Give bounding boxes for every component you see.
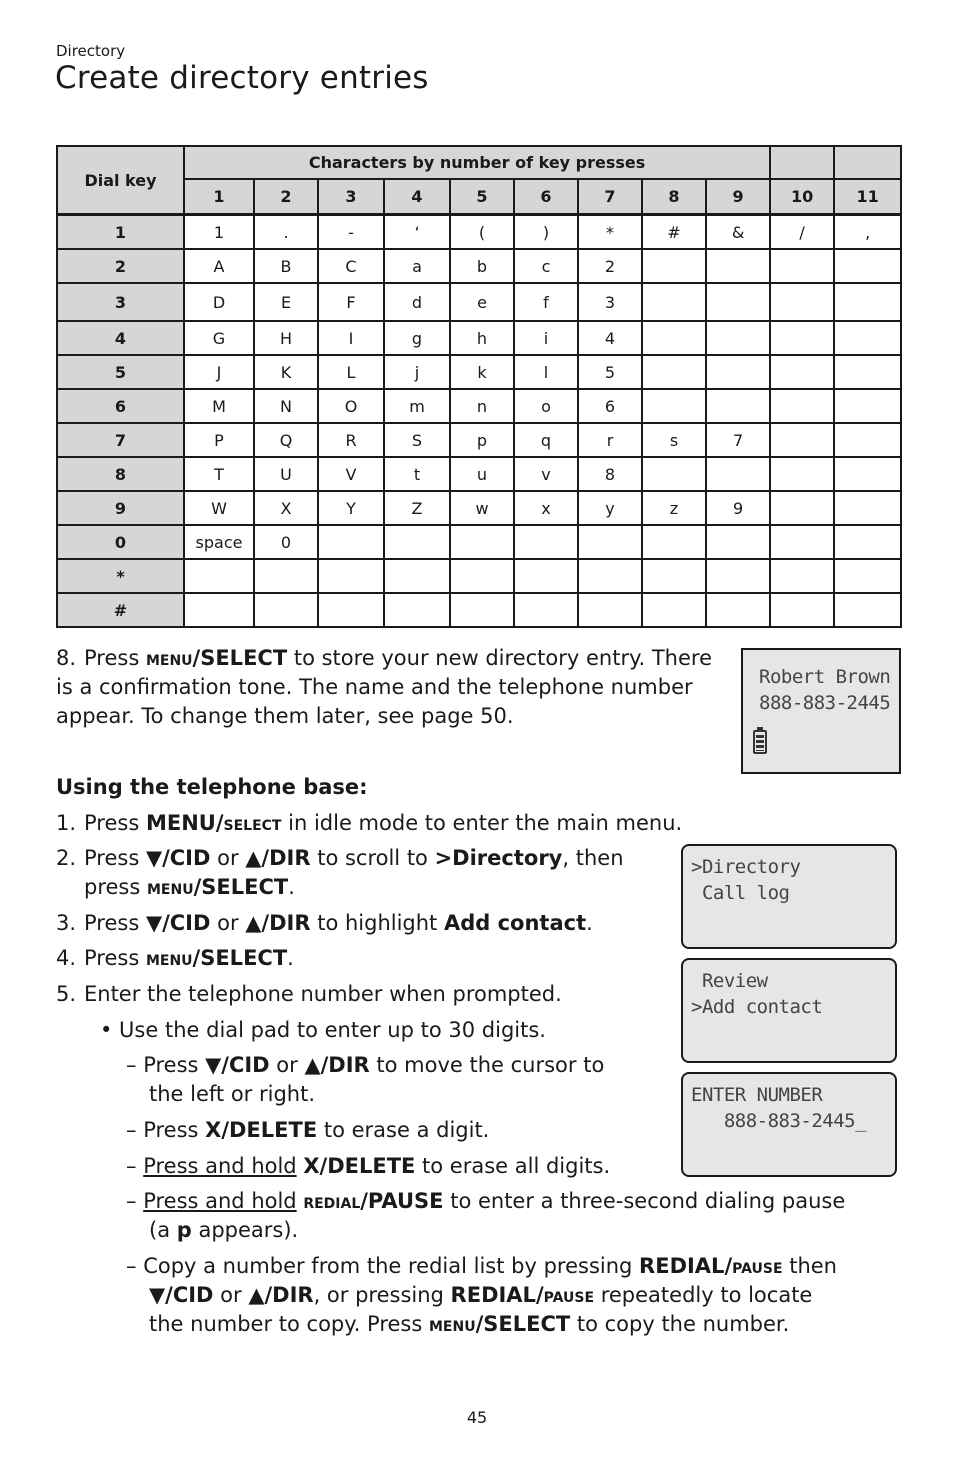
char-cell: ‘ [384, 215, 450, 250]
char-cell: T [184, 457, 254, 491]
column-header: 4 [384, 179, 450, 215]
empty-header [770, 146, 834, 179]
screen-line: 888-883-2445 [759, 692, 891, 714]
char-cell [514, 525, 578, 559]
char-cell [318, 593, 384, 627]
table-row [57, 457, 901, 491]
screen-line: ENTER NUMBER [691, 1084, 823, 1106]
base-step-2: 2. Press ▼/CID or ▲/DIR to scroll to >Directory, then press menu/SELECT. [56, 846, 624, 899]
char-cell [834, 491, 901, 525]
char-cell: 8 [578, 457, 642, 491]
char-cell [642, 457, 706, 491]
dial-key-cell: 5 [57, 355, 184, 389]
base-step-1: 1. Press MENU/select in idle mode to enter the main menu. [56, 811, 683, 835]
char-cell: E [254, 283, 318, 321]
char-cell [184, 559, 254, 593]
char-cell: . [254, 215, 318, 250]
char-cell: u [450, 457, 514, 491]
char-cell: space [184, 525, 254, 559]
characters-header: Characters by number of key presses [184, 146, 770, 179]
char-cell: h [450, 321, 514, 355]
char-cell [184, 593, 254, 627]
char-cell: s [642, 423, 706, 457]
char-cell [706, 283, 770, 321]
char-cell [642, 355, 706, 389]
column-header: 11 [834, 179, 901, 215]
column-header: 7 [578, 179, 642, 215]
char-cell: z [642, 491, 706, 525]
char-cell: ( [450, 215, 514, 250]
page-title: Create directory entries [55, 60, 429, 96]
char-cell: & [706, 215, 770, 250]
char-cell [834, 321, 901, 355]
char-cell: Q [254, 423, 318, 457]
char-cell: e [450, 283, 514, 321]
table-row [57, 559, 901, 593]
dial-key-cell: 9 [57, 491, 184, 525]
dial-key-cell: 3 [57, 283, 184, 321]
char-cell: Y [318, 491, 384, 525]
char-cell: O [318, 389, 384, 423]
char-cell [770, 283, 834, 321]
char-cell [770, 593, 834, 627]
table-row [57, 215, 901, 250]
char-cell: p [450, 423, 514, 457]
char-cell [834, 593, 901, 627]
char-cell: 9 [706, 491, 770, 525]
column-header: 9 [706, 179, 770, 215]
char-cell: R [318, 423, 384, 457]
char-cell [384, 559, 450, 593]
base-step-4: 4. Press menu/SELECT. [56, 946, 294, 970]
char-cell [770, 525, 834, 559]
char-cell [770, 559, 834, 593]
char-cell: N [254, 389, 318, 423]
battery-icon [753, 730, 767, 754]
char-cell [578, 559, 642, 593]
char-cell: 6 [578, 389, 642, 423]
char-cell [318, 525, 384, 559]
screen-line: Call log [691, 882, 790, 904]
table-row [57, 593, 901, 627]
screen-line: Review [691, 970, 768, 992]
char-cell: / [770, 215, 834, 250]
char-cell [834, 283, 901, 321]
char-cell [706, 249, 770, 283]
dial-key-cell: 7 [57, 423, 184, 457]
char-cell [706, 525, 770, 559]
char-cell [706, 559, 770, 593]
dash-copy-redial: – Copy a number from the redial list by pressing REDIAL/pause then ▼/CID or ▲/DIR, or pressing REDIAL/pause repeatedly to locate the number to copy. Press menu/SELECT to copy the number. [126, 1254, 837, 1336]
table-row [57, 389, 901, 423]
base-screen-enter-number [681, 1072, 897, 1177]
char-cell: # [642, 215, 706, 250]
char-cell [834, 525, 901, 559]
column-header: 10 [770, 179, 834, 215]
char-cell: 3 [578, 283, 642, 321]
screen-line: Robert Brown [759, 666, 891, 688]
char-cell: t [384, 457, 450, 491]
char-cell [834, 249, 901, 283]
char-cell: a [384, 249, 450, 283]
dial-key-cell: * [57, 559, 184, 593]
char-cell: B [254, 249, 318, 283]
char-cell [384, 525, 450, 559]
dial-key-table [56, 145, 902, 628]
char-cell [642, 389, 706, 423]
char-cell: d [384, 283, 450, 321]
dial-key-cell: # [57, 593, 184, 627]
char-cell [450, 525, 514, 559]
base-step-5: 5. Enter the telephone number when prompted. [56, 982, 562, 1006]
char-cell: G [184, 321, 254, 355]
char-cell: V [318, 457, 384, 491]
handset-screen-name [741, 648, 901, 774]
char-cell [834, 389, 901, 423]
dash-erase-all: – Press and hold X/DELETE to erase all digits. [126, 1154, 611, 1178]
char-cell: m [384, 389, 450, 423]
column-header: 2 [254, 179, 318, 215]
char-cell: 7 [706, 423, 770, 457]
dial-key-cell: 8 [57, 457, 184, 491]
table-row [57, 321, 901, 355]
char-cell [254, 593, 318, 627]
char-cell: L [318, 355, 384, 389]
dial-key-cell: 4 [57, 321, 184, 355]
down-cid-key: ▼/CID [145, 846, 211, 870]
char-cell [318, 559, 384, 593]
char-cell [514, 559, 578, 593]
char-cell [834, 423, 901, 457]
char-cell: I [318, 321, 384, 355]
table-row [57, 423, 901, 457]
char-cell [450, 559, 514, 593]
char-cell: D [184, 283, 254, 321]
char-cell [770, 249, 834, 283]
base-screen-directory [681, 844, 897, 949]
dial-key-cell: 2 [57, 249, 184, 283]
base-screen-add-contact [681, 958, 897, 1063]
char-cell: , [834, 215, 901, 250]
char-cell [642, 283, 706, 321]
char-cell: w [450, 491, 514, 525]
screen-line: 888-883-2445_ [691, 1110, 867, 1132]
base-heading: Using the telephone base: [56, 775, 368, 799]
char-cell: g [384, 321, 450, 355]
char-cell [578, 525, 642, 559]
dash-erase-digit: – Press X/DELETE to erase a digit. [126, 1118, 490, 1142]
char-cell: W [184, 491, 254, 525]
dial-key-cell: 0 [57, 525, 184, 559]
table-row [57, 249, 901, 283]
char-cell: J [184, 355, 254, 389]
char-cell: ) [514, 215, 578, 250]
column-header: 6 [514, 179, 578, 215]
char-cell: S [384, 423, 450, 457]
char-cell [642, 525, 706, 559]
step-8: 8. Press menu/SELECT to store your new directory entry. There is a confirmation tone. The name and the telephone number appear. To change them later, see page 50. [56, 646, 713, 728]
char-cell: i [514, 321, 578, 355]
char-cell [706, 593, 770, 627]
char-cell [384, 593, 450, 627]
char-cell [706, 355, 770, 389]
char-cell: 5 [578, 355, 642, 389]
screen-line: >Add contact [691, 996, 823, 1018]
char-cell: H [254, 321, 318, 355]
char-cell [450, 593, 514, 627]
bullet-dial-pad: • Use the dial pad to enter up to 30 digits. [100, 1018, 546, 1042]
char-cell: 2 [578, 249, 642, 283]
char-cell: * [578, 215, 642, 250]
char-cell: o [514, 389, 578, 423]
char-cell: 4 [578, 321, 642, 355]
char-cell: k [450, 355, 514, 389]
char-cell [706, 457, 770, 491]
char-cell [578, 593, 642, 627]
base-step-3: 3. Press ▼/CID or ▲/DIR to highlight Add contact. [56, 911, 593, 935]
char-cell [770, 457, 834, 491]
char-cell [770, 389, 834, 423]
char-cell [514, 593, 578, 627]
char-cell: Z [384, 491, 450, 525]
char-cell: P [184, 423, 254, 457]
table-row [57, 491, 901, 525]
dial-key-cell: 6 [57, 389, 184, 423]
dial-key-cell: 1 [57, 215, 184, 250]
char-cell: - [318, 215, 384, 250]
up-dir-key: ▲/DIR [245, 846, 311, 870]
char-cell: c [514, 249, 578, 283]
char-cell: C [318, 249, 384, 283]
section-label: Directory [56, 42, 126, 60]
char-cell [254, 559, 318, 593]
column-header: 1 [184, 179, 254, 215]
char-cell [770, 321, 834, 355]
char-cell: F [318, 283, 384, 321]
char-cell: x [514, 491, 578, 525]
char-cell [642, 593, 706, 627]
char-cell [642, 249, 706, 283]
char-cell: b [450, 249, 514, 283]
char-cell [770, 491, 834, 525]
char-cell [834, 355, 901, 389]
table-row [57, 283, 901, 321]
char-cell [642, 559, 706, 593]
char-cell: j [384, 355, 450, 389]
char-cell: q [514, 423, 578, 457]
column-header: 3 [318, 179, 384, 215]
dash-move-cursor: – Press ▼/CID or ▲/DIR to move the cursor to the left or right. [126, 1053, 605, 1106]
char-cell: A [184, 249, 254, 283]
char-cell [770, 355, 834, 389]
char-cell: 1 [184, 215, 254, 250]
char-cell: l [514, 355, 578, 389]
char-cell [834, 559, 901, 593]
screen-line: >Directory [691, 856, 801, 878]
dial-key-header: Dial key [57, 146, 184, 215]
char-cell: v [514, 457, 578, 491]
page-number: 45 [466, 1408, 488, 1427]
dash-dialing-pause: – Press and hold redial/PAUSE to enter a three-second dialing pause (a p appears). [126, 1189, 846, 1242]
char-cell [770, 423, 834, 457]
char-cell: U [254, 457, 318, 491]
char-cell: r [578, 423, 642, 457]
char-cell: X [254, 491, 318, 525]
char-cell: y [578, 491, 642, 525]
char-cell: n [450, 389, 514, 423]
column-header: 8 [642, 179, 706, 215]
char-cell: M [184, 389, 254, 423]
table-row [57, 525, 901, 559]
char-cell: f [514, 283, 578, 321]
table-row [57, 355, 901, 389]
char-cell: 0 [254, 525, 318, 559]
char-cell [834, 457, 901, 491]
char-cell [706, 321, 770, 355]
char-cell [642, 321, 706, 355]
column-header: 5 [450, 179, 514, 215]
empty-header [834, 146, 901, 179]
char-cell [706, 389, 770, 423]
char-cell: K [254, 355, 318, 389]
